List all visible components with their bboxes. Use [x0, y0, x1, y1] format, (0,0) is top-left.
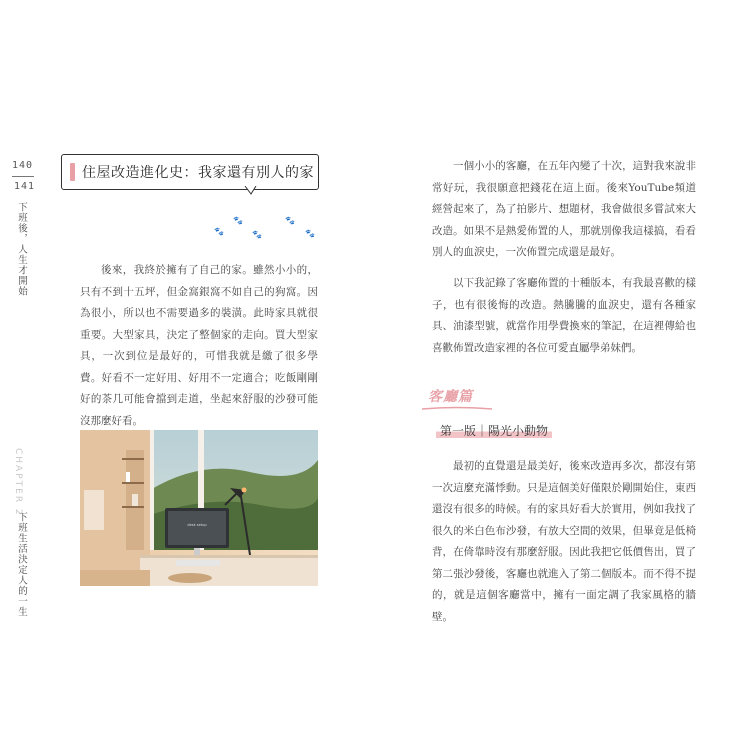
- left-body-text: [80, 260, 318, 432]
- room-photo-image: [80, 430, 318, 586]
- paragraph: 最初的直覺還是最美好，後來改造再多次，都沒有第一次這麼充滿悸動。只是這個美好僅限於剛開始住，東西還沒有很多的時候。有的家具好看大於實用，例如我找了很久的米白色布沙發，有放大空間的效果，但畢竟是低椅背，在倚靠時沒有那麼舒服。因此我把它低價售出，買了第二張沙發後，客廳也就進入了第二個版本。而不得不提的，就是這個客廳當中，擁有一面定調了我家風格的牆壁。: [432, 460, 696, 623]
- paw-print-icon: 🐾: [233, 216, 243, 225]
- page-number-bottom: 141: [14, 181, 36, 192]
- sub-heading: 第一版｜陽光小動物: [436, 424, 552, 438]
- page-number-top: 140: [12, 160, 34, 171]
- right-body-text-2: [432, 273, 696, 359]
- section-title: 住屋改造進化史：我家還有別人的家: [82, 165, 314, 181]
- paw-print-icon: 🐾: [305, 229, 315, 238]
- tag-underline-icon: [420, 406, 494, 412]
- paragraph: 一個小小的客廳，在五年內變了十次，這對我來說非常好玩，我很願意把錢花在這上面。後來YouTube頻道經營起來了，為了拍影片、想題材，我會做很多嘗試來大改造。如果不是熱愛佈置的人，那就別像我這樣搞，看看別人的血淚史，一次佈置完成還是最好。: [432, 160, 696, 258]
- title-accent-bar: [70, 163, 75, 181]
- running-head: 下班後，人生才開始: [16, 202, 27, 297]
- paragraph: 以下我記錄了客廳佈置的十種版本，有我最喜歡的樣子，也有很後悔的改造。熱騰騰的血淚史，還有各種家具、油漆型號，就當作用學費換來的筆記，在這裡傳給也喜歡佈置改造家裡的各位可愛直屬學弟妹們。: [432, 277, 696, 354]
- sub-heading-wrap: [436, 420, 552, 439]
- room-photo: [80, 430, 318, 586]
- paw-print-icon: 🐾: [285, 216, 295, 225]
- chapter-title: 下班生活決定人的一生: [16, 512, 27, 617]
- paw-print-icon: 🐾: [252, 230, 262, 239]
- paragraph: 後來，我終於擁有了自己的家。雖然小小的，只有不到十五坪，但金窩銀窩不如自己的狗窩。因為很小，所以也不需要過多的裝潢。此時家具就很重要。大型家具，決定了整個家的走向。買大型家具，一次到位是最好的，可惜我就是繳了很多學費。好看不一定好用、好用不一定適合；吃飯剛剛好的茶几可能會擋到走道，坐起來舒服的沙發可能沒那麼好看。: [80, 264, 318, 427]
- screen-text: desk setup: [187, 523, 207, 527]
- page-number-divider: [12, 176, 34, 177]
- right-body-text-1: [432, 156, 696, 264]
- right-body-text-3: [432, 456, 696, 628]
- section-title-box: [61, 154, 319, 190]
- paw-print-icon: 🐾: [214, 227, 224, 236]
- chapter-label: CHAPTER 2: [13, 448, 23, 517]
- speech-tail-icon: [244, 186, 258, 196]
- category-tag: 客廳篇: [428, 389, 473, 405]
